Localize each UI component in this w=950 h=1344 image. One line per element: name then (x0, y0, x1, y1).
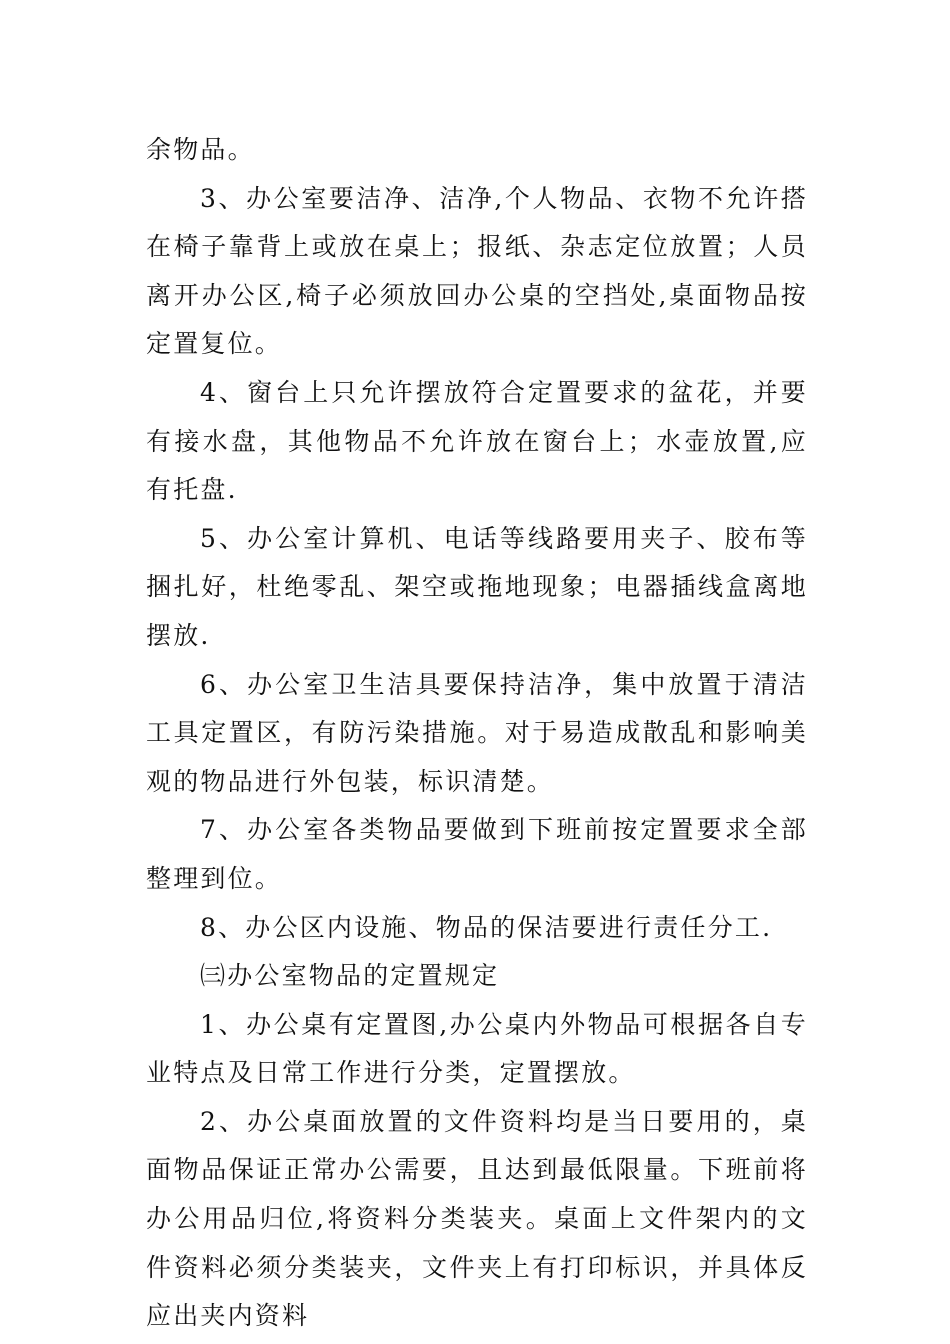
paragraph-item-4: 4、窗台上只允许摆放符合定置要求的盆花，并要有接水盘，其他物品不允许放在窗台上；水壶放置,应有托盘. (146, 377, 808, 505)
paragraph-item-3: 3、办公室要洁净、洁净,个人物品、衣物不允许搭在椅子靠背上或放在桌上；报纸、杂志定位放置；人员离开办公区,椅子必须放回办公桌的空挡处,桌面物品按定置复位。 (146, 183, 808, 359)
paragraph-item-7: 7、办公室各类物品要做到下班前按定置要求全部整理到位。 (146, 815, 808, 893)
paragraph-continuation: 余物品。 (146, 135, 255, 164)
paragraph-item-6: 6、办公室卫生洁具要保持洁净，集中放置于清洁工具定置区，有防污染措施。对于易造成散乱和影响美观的物品进行外包装，标识清楚。 (146, 669, 808, 796)
paragraph-rule-1: 1、办公桌有定置图,办公桌内外物品可根据各自专业特点及日常工作进行分类，定置摆放。 (146, 1009, 808, 1088)
paragraph-rule-2: 2、办公桌面放置的文件资料均是当日要用的，桌面物品保证正常办公需要，且达到最低限量。下班前将办公用品归位,将资料分类装夹。桌面上文件架内的文件资料必须分类装夹，文件夹上有打印标识，并具体反应出夹内资料 (146, 1106, 808, 1331)
document-body (146, 126, 808, 1341)
paragraph-item-8: 8、办公区内设施、物品的保洁要进行责任分工. (200, 912, 773, 942)
paragraph-item-5: 5、办公室计算机、电话等线路要用夹子、胶布等捆扎好，杜绝零乱、架空或拖地现象；电器插线盒离地摆放. (146, 523, 808, 650)
section-heading: ㈢办公室物品的定置规定 (200, 961, 500, 991)
